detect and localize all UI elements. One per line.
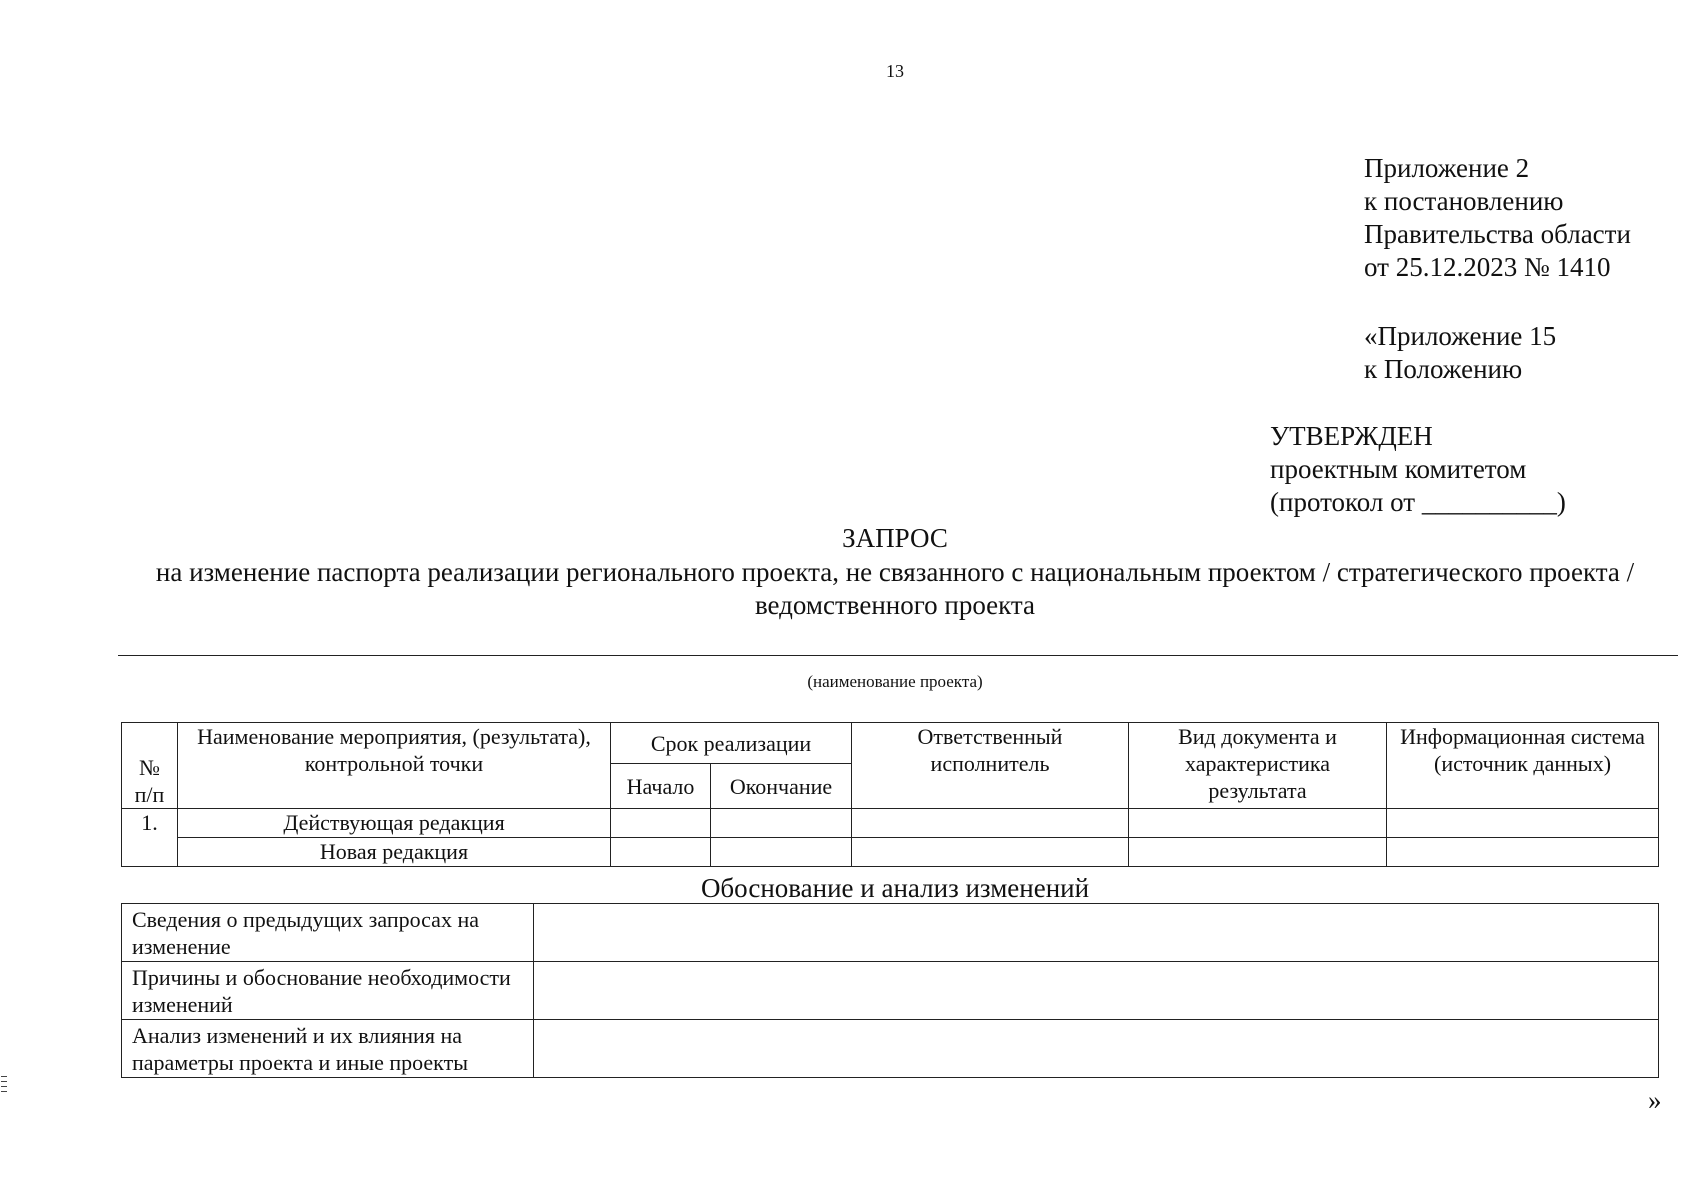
row-activity: Новая редакция: [178, 838, 611, 867]
changes-table: [121, 722, 1659, 867]
header-document-type: Вид документа и характеристика результата: [1129, 723, 1387, 809]
header-start: Начало: [611, 764, 711, 809]
row-number: 1.: [122, 809, 178, 867]
analysis-value-cell: [534, 962, 1659, 1020]
row-start-cell: [611, 809, 711, 838]
project-name-field: [118, 655, 1678, 656]
analysis-label: Анализ изменений и их влияния на параметры проекта и иные проекты: [122, 1020, 534, 1078]
appendix-reference: [1364, 152, 1631, 284]
analysis-table: [121, 903, 1659, 1078]
row-end-cell: [711, 809, 852, 838]
header-number: № п/п: [122, 723, 178, 809]
margin-mark: [1, 1076, 7, 1100]
project-name-caption: (наименование проекта): [807, 672, 983, 691]
header-activity: Наименование мероприятия, (результата), контрольной точки: [178, 723, 611, 809]
analysis-value-cell: [534, 1020, 1659, 1078]
header-period: Срок реализации: [611, 723, 852, 764]
page-number: 13: [886, 61, 904, 81]
approval-title: УТВЕРЖДЕН: [1270, 421, 1433, 451]
appendix-line: от 25.12.2023 № 1410: [1364, 252, 1611, 282]
table-row: [122, 809, 1659, 838]
analysis-label: Сведения о предыдущих запросах на изменение: [122, 904, 534, 962]
row-start-cell: [611, 838, 711, 867]
row-info-system-cell: [1387, 809, 1659, 838]
header-info-system: Информационная система (источник данных): [1387, 723, 1659, 809]
row-info-system-cell: [1387, 838, 1659, 867]
analysis-value-cell: [534, 904, 1659, 962]
row-responsible-cell: [852, 809, 1129, 838]
row-activity: Действующая редакция: [178, 809, 611, 838]
table-row: [122, 904, 1659, 962]
document-subtitle: на изменение паспорта реализации регионального проекта, не связанного с национальным проектом / стратегического проекта / ведомственного проекта: [155, 557, 1635, 620]
row-document-cell: [1129, 809, 1387, 838]
appendix-line: к постановлению: [1364, 186, 1564, 216]
analysis-title: Обоснование и анализ изменений: [700, 873, 1090, 903]
approval-line: проектным комитетом: [1270, 454, 1527, 484]
table-row: [122, 1020, 1659, 1078]
approval-protocol: (протокол от __________): [1270, 487, 1566, 517]
closing-quote: »: [1648, 1085, 1662, 1115]
table-row: [122, 838, 1659, 867]
header-responsible: Ответственный исполнитель: [852, 723, 1129, 809]
row-end-cell: [711, 838, 852, 867]
appendix-line: к Положению: [1364, 354, 1523, 384]
document-title: ЗАПРОС: [842, 523, 948, 553]
analysis-label: Причины и обоснование необходимости изменений: [122, 962, 534, 1020]
appendix-line: Правительства области: [1364, 219, 1631, 249]
approval-stamp: [1270, 420, 1566, 519]
appendix-line: Приложение 2: [1364, 153, 1530, 183]
table-row: [122, 962, 1659, 1020]
header-end: Окончание: [711, 764, 852, 809]
row-responsible-cell: [852, 838, 1129, 867]
row-document-cell: [1129, 838, 1387, 867]
appendix-line: «Приложение 15: [1364, 321, 1557, 351]
previous-appendix-reference: [1364, 320, 1556, 386]
